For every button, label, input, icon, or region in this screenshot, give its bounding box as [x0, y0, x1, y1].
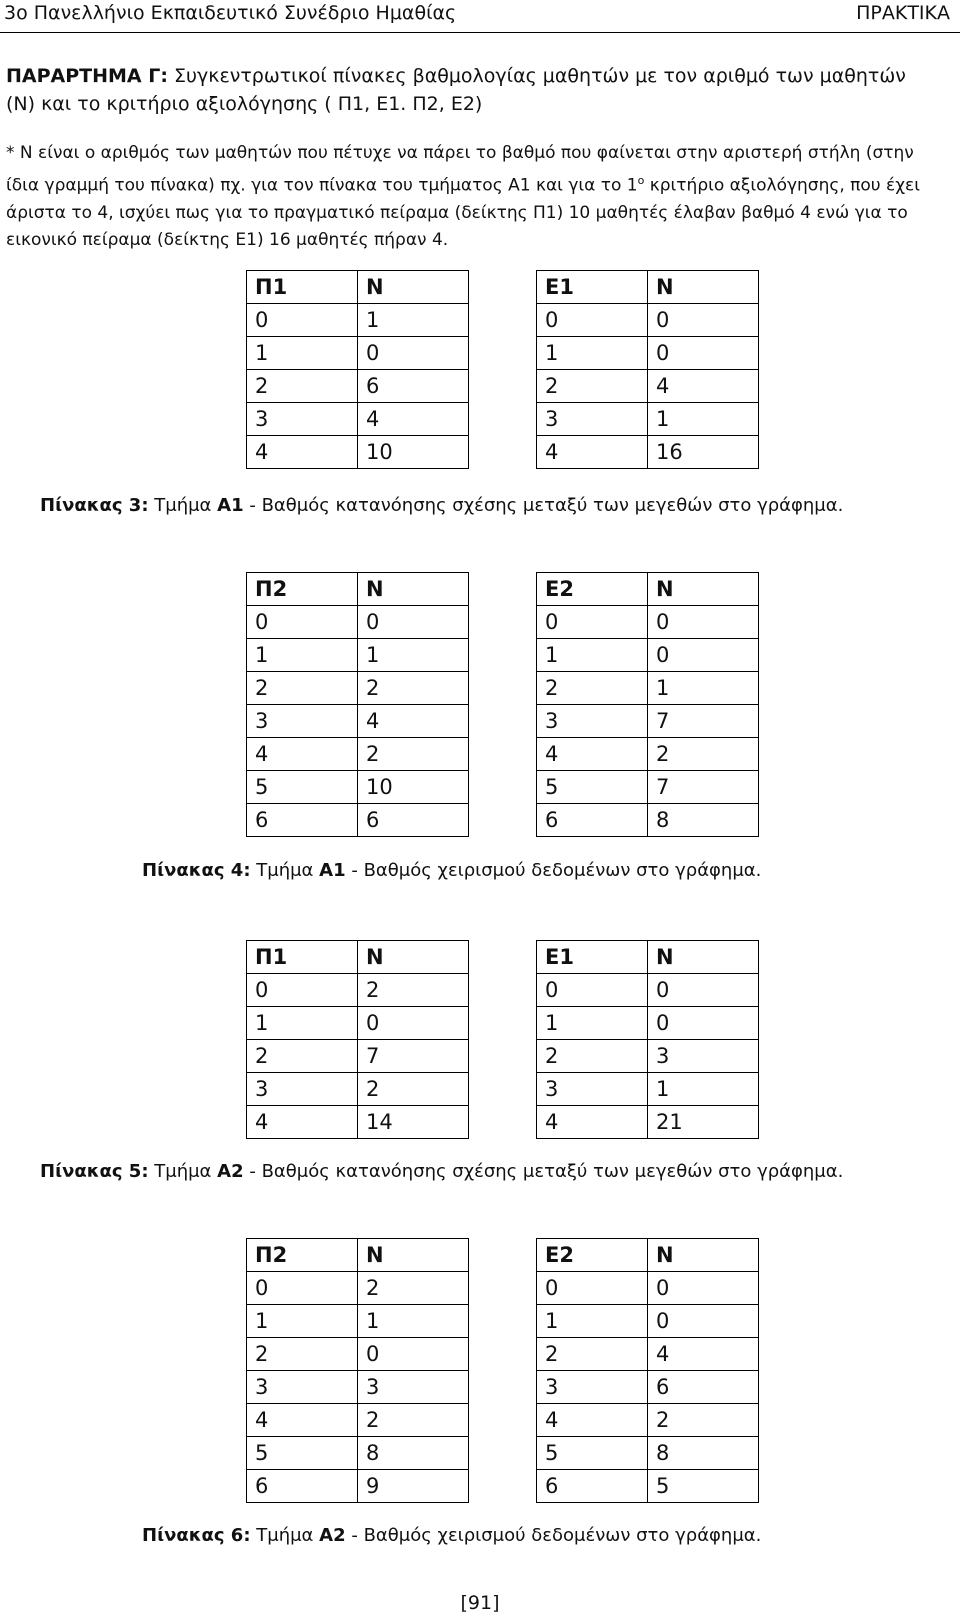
- count-cell: 1: [648, 403, 759, 436]
- grade-cell: 6: [537, 1470, 648, 1503]
- count-cell: 0: [358, 337, 469, 370]
- caption-text: Τμήμα: [250, 860, 320, 881]
- table-header: Π1: [247, 271, 358, 304]
- table-row: [537, 1470, 759, 1503]
- table-5-caption: [40, 1161, 843, 1182]
- count-cell: 2: [358, 1272, 469, 1305]
- table-row: [247, 672, 469, 705]
- table-row: [537, 370, 759, 403]
- grade-cell: 3: [247, 705, 358, 738]
- table-row: [537, 606, 759, 639]
- count-cell: 1: [358, 639, 469, 672]
- table-header: Ν: [648, 941, 759, 974]
- table-6-caption: [142, 1525, 761, 1546]
- table-row: [247, 738, 469, 771]
- caption-label: Πίνακας 4:: [142, 860, 251, 881]
- table-header: Π1: [247, 941, 358, 974]
- grade-cell: 1: [537, 337, 648, 370]
- grade-cell: 3: [247, 403, 358, 436]
- count-cell: 8: [358, 1437, 469, 1470]
- count-cell: 4: [648, 1338, 759, 1371]
- count-cell: 3: [358, 1371, 469, 1404]
- count-cell: 4: [648, 370, 759, 403]
- table-row: [537, 1007, 759, 1040]
- grade-cell: 0: [247, 304, 358, 337]
- count-cell: 0: [648, 606, 759, 639]
- table-header: Π2: [247, 573, 358, 606]
- count-cell: 2: [358, 738, 469, 771]
- table-4-virtual: [536, 572, 759, 837]
- caption-label: Πίνακας 6:: [142, 1525, 251, 1546]
- table-row: [247, 1073, 469, 1106]
- table-header: Ν: [648, 573, 759, 606]
- count-cell: 0: [648, 1007, 759, 1040]
- count-cell: 2: [358, 974, 469, 1007]
- table-row: [537, 1338, 759, 1371]
- table-row: [537, 436, 759, 469]
- grade-cell: 1: [247, 1007, 358, 1040]
- grade-cell: 4: [247, 1404, 358, 1437]
- table-header: Ν: [648, 1239, 759, 1272]
- caption-text: - Βαθμός χειρισμού δεδομένων στο γράφημα.: [345, 1525, 762, 1546]
- table-header: Ν: [648, 271, 759, 304]
- table-header: Ν: [358, 573, 469, 606]
- grade-cell: 3: [537, 1073, 648, 1106]
- grade-cell: 2: [537, 1040, 648, 1073]
- table-6-virtual: [536, 1238, 759, 1503]
- table-header: Ε1: [537, 271, 648, 304]
- count-cell: 6: [358, 370, 469, 403]
- table-row: [247, 1106, 469, 1139]
- table-row: [537, 974, 759, 1007]
- table-row: [247, 1470, 469, 1503]
- caption-group: Α2: [217, 1161, 244, 1182]
- header-divider: [0, 32, 960, 33]
- count-cell: 6: [648, 1371, 759, 1404]
- table-header: Ε1: [537, 941, 648, 974]
- grade-cell: 4: [247, 1106, 358, 1139]
- caption-group: Α1: [319, 860, 346, 881]
- count-cell: 2: [358, 672, 469, 705]
- table-row: [247, 403, 469, 436]
- table-body: [537, 606, 759, 837]
- grade-cell: 2: [247, 370, 358, 403]
- table-row: [537, 738, 759, 771]
- intro-text-1: * N είναι ο αριθμός των μαθητών που πέτυχε να πάρει το βαθμό που φαίνεται στην αριστερή στήλη (στην ίδια γραμμή του πίνακα) πχ. για τον πίνακα του τμήματος Α1 και για το 1: [6, 143, 914, 196]
- grade-cell: 1: [537, 1007, 648, 1040]
- grade-cell: 4: [537, 738, 648, 771]
- count-cell: 2: [648, 1404, 759, 1437]
- count-cell: 2: [358, 1404, 469, 1437]
- grade-cell: 0: [537, 974, 648, 1007]
- proceedings-label: ΠΡΑΚΤΙΚΑ: [856, 2, 950, 24]
- table-row: [537, 1305, 759, 1338]
- table-body: [537, 974, 759, 1139]
- table-body: [537, 1272, 759, 1503]
- table-row: [247, 1040, 469, 1073]
- count-cell: 10: [358, 436, 469, 469]
- table-row: [537, 804, 759, 837]
- count-cell: 0: [648, 974, 759, 1007]
- table-6-real: [246, 1238, 469, 1503]
- count-cell: 8: [648, 804, 759, 837]
- table-row: [537, 771, 759, 804]
- table-3-real: [246, 270, 469, 469]
- count-cell: 6: [358, 804, 469, 837]
- table-row: [537, 672, 759, 705]
- count-cell: 1: [648, 1073, 759, 1106]
- grade-cell: 4: [247, 738, 358, 771]
- count-cell: 0: [358, 1338, 469, 1371]
- table-4-real: [246, 572, 469, 837]
- caption-label: Πίνακας 5:: [40, 1161, 149, 1182]
- grade-cell: 2: [247, 672, 358, 705]
- table-body: [247, 1272, 469, 1503]
- grade-cell: 3: [247, 1371, 358, 1404]
- count-cell: 1: [358, 1305, 469, 1338]
- count-cell: 0: [358, 606, 469, 639]
- count-cell: 14: [358, 1106, 469, 1139]
- count-cell: 8: [648, 1437, 759, 1470]
- table-3-virtual: [536, 270, 759, 469]
- table-body: [537, 304, 759, 469]
- count-cell: 1: [358, 304, 469, 337]
- table-row: [247, 606, 469, 639]
- table-row: [537, 1437, 759, 1470]
- caption-text: - Βαθμός χειρισμού δεδομένων στο γράφημα.: [345, 860, 762, 881]
- count-cell: 4: [358, 705, 469, 738]
- table-row: [537, 1073, 759, 1106]
- table-row: [537, 1371, 759, 1404]
- table-header: Π2: [247, 1239, 358, 1272]
- intro-paragraph: [6, 140, 946, 254]
- grade-cell: 0: [247, 606, 358, 639]
- table-header: Ν: [358, 271, 469, 304]
- table-row: [247, 1338, 469, 1371]
- count-cell: 4: [358, 403, 469, 436]
- table-row: [247, 1404, 469, 1437]
- table-body: [247, 606, 469, 837]
- count-cell: 10: [358, 771, 469, 804]
- grade-cell: 1: [537, 639, 648, 672]
- count-cell: 0: [648, 337, 759, 370]
- table-5-real: [246, 940, 469, 1139]
- grade-cell: 1: [247, 337, 358, 370]
- caption-group: Α2: [319, 1525, 346, 1546]
- caption-text: - Βαθμός κατανόησης σχέσης μεταξύ των μεγεθών στο γράφημα.: [243, 1161, 844, 1182]
- table-row: [537, 337, 759, 370]
- grade-cell: 2: [537, 672, 648, 705]
- grade-cell: 5: [247, 771, 358, 804]
- table-row: [247, 436, 469, 469]
- appendix-label: ΠΑΡΑΡΤΗΜΑ Γ:: [6, 65, 168, 87]
- count-cell: 9: [358, 1470, 469, 1503]
- grade-cell: 5: [247, 1437, 358, 1470]
- table-header: Ν: [358, 1239, 469, 1272]
- count-cell: 7: [358, 1040, 469, 1073]
- grade-cell: 6: [537, 804, 648, 837]
- table-3-caption: [40, 495, 843, 516]
- table-header: Ν: [358, 941, 469, 974]
- table-4-caption: [142, 860, 761, 881]
- table-row: [247, 1437, 469, 1470]
- grade-cell: 1: [247, 639, 358, 672]
- table-row: [247, 1272, 469, 1305]
- count-cell: 7: [648, 705, 759, 738]
- grade-cell: 0: [247, 974, 358, 1007]
- grade-cell: 5: [537, 771, 648, 804]
- table-row: [537, 705, 759, 738]
- table-row: [247, 804, 469, 837]
- grade-cell: 4: [537, 436, 648, 469]
- table-row: [247, 1007, 469, 1040]
- count-cell: 0: [648, 304, 759, 337]
- caption-text: - Βαθμός κατανόησης σχέσης μεταξύ των μεγεθών στο γράφημα.: [243, 495, 844, 516]
- caption-text: Τμήμα: [148, 495, 218, 516]
- grade-cell: 3: [247, 1073, 358, 1106]
- caption-label: Πίνακας 3:: [40, 495, 149, 516]
- table-row: [247, 370, 469, 403]
- table-row: [537, 1040, 759, 1073]
- table-row: [247, 639, 469, 672]
- grade-cell: 3: [537, 705, 648, 738]
- grade-cell: 0: [247, 1272, 358, 1305]
- table-row: [537, 304, 759, 337]
- caption-group: Α1: [217, 495, 244, 516]
- table-row: [247, 1305, 469, 1338]
- count-cell: 21: [648, 1106, 759, 1139]
- grade-cell: 6: [247, 804, 358, 837]
- table-row: [537, 1272, 759, 1305]
- appendix-title: Συγκεντρωτικοί πίνακες βαθμολογίας μαθητών με τον αριθμό των μαθητών (Ν) και το κριτήριο αξιολόγησης ( Π1, Ε1. Π2, Ε2): [6, 65, 906, 115]
- appendix-heading: [6, 62, 936, 118]
- table-row: [537, 403, 759, 436]
- grade-cell: 2: [537, 370, 648, 403]
- count-cell: 0: [358, 1007, 469, 1040]
- table-row: [247, 337, 469, 370]
- table-row: [247, 705, 469, 738]
- table-row: [247, 304, 469, 337]
- grade-cell: 4: [537, 1106, 648, 1139]
- grade-cell: 3: [537, 1371, 648, 1404]
- grade-cell: 5: [537, 1437, 648, 1470]
- grade-cell: 0: [537, 1272, 648, 1305]
- count-cell: 0: [648, 1272, 759, 1305]
- table-body: [247, 974, 469, 1139]
- grade-cell: 4: [537, 1404, 648, 1437]
- count-cell: 5: [648, 1470, 759, 1503]
- grade-cell: 0: [537, 606, 648, 639]
- table-row: [537, 1106, 759, 1139]
- table-row: [537, 1404, 759, 1437]
- intro-text-2: κριτήριο αξιολόγησης, που έχει άριστα το 4, ισχύει πως για το πραγματικό πείραμα (δείκτης Π1) 10 μαθητές έλαβαν βαθμό 4 ενώ για το εικονικό πείραμα (δείκτης Ε1) 16 μαθητές πήραν 4.: [6, 175, 920, 250]
- count-cell: 0: [648, 1305, 759, 1338]
- page-number: [91]: [460, 1592, 500, 1614]
- grade-cell: 6: [247, 1470, 358, 1503]
- table-5-virtual: [536, 940, 759, 1139]
- conference-title: 3ο Πανελλήνιο Εκπαιδευτικό Συνέδριο Ημαθίας: [4, 2, 457, 24]
- count-cell: 7: [648, 771, 759, 804]
- caption-text: Τμήμα: [148, 1161, 218, 1182]
- table-header: Ε2: [537, 573, 648, 606]
- grade-cell: 3: [537, 403, 648, 436]
- count-cell: 1: [648, 672, 759, 705]
- grade-cell: 4: [247, 436, 358, 469]
- table-body: [247, 304, 469, 469]
- grade-cell: 2: [537, 1338, 648, 1371]
- count-cell: 16: [648, 436, 759, 469]
- table-header: Ε2: [537, 1239, 648, 1272]
- grade-cell: 2: [247, 1338, 358, 1371]
- count-cell: 0: [648, 639, 759, 672]
- count-cell: 2: [648, 738, 759, 771]
- count-cell: 2: [358, 1073, 469, 1106]
- table-row: [247, 771, 469, 804]
- table-row: [247, 1371, 469, 1404]
- intro-ordinal: ο: [637, 174, 645, 187]
- count-cell: 3: [648, 1040, 759, 1073]
- grade-cell: 0: [537, 304, 648, 337]
- caption-text: Τμήμα: [250, 1525, 320, 1546]
- grade-cell: 2: [247, 1040, 358, 1073]
- grade-cell: 1: [537, 1305, 648, 1338]
- table-row: [247, 974, 469, 1007]
- page-header: [0, 0, 960, 30]
- table-row: [537, 639, 759, 672]
- grade-cell: 1: [247, 1305, 358, 1338]
